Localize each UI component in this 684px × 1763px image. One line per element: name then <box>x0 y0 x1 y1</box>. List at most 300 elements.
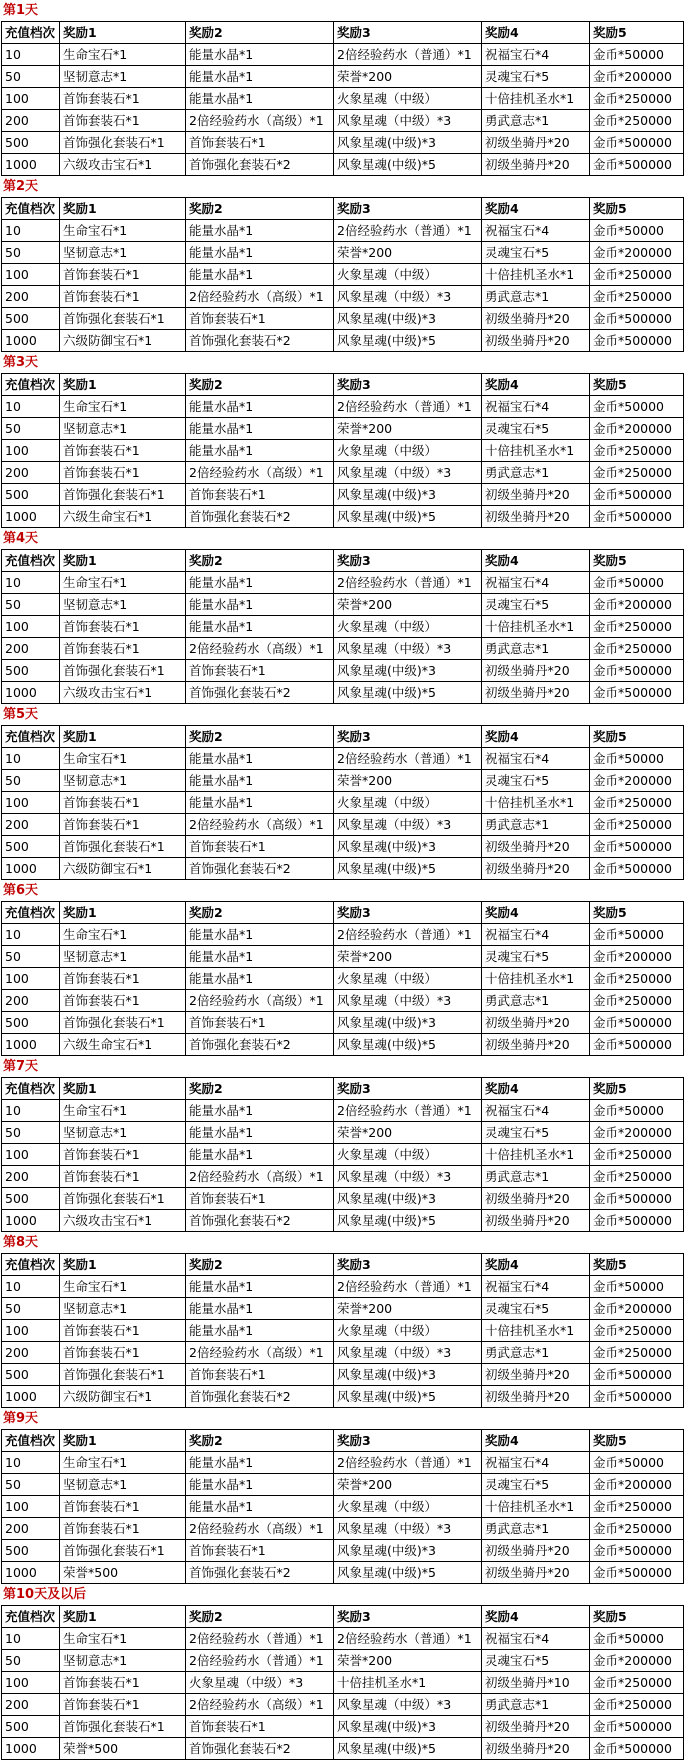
reward-cell: 2倍经验药水（普通）*1 <box>334 1276 482 1298</box>
recharge-tier-cell: 50 <box>2 242 60 264</box>
day-title: 第5天 <box>3 707 39 722</box>
day-section <box>1 352 684 528</box>
reward-cell: 风象星魂(中级)*3 <box>334 1540 482 1562</box>
reward-cell: 六级生命宝石*1 <box>60 506 186 528</box>
table-row <box>2 616 684 638</box>
reward-cell: 祝福宝石*4 <box>482 44 590 66</box>
recharge-tier-cell: 10 <box>2 748 60 770</box>
column-header: 奖励2 <box>186 1606 334 1628</box>
reward-cell: 金币*250000 <box>590 1518 684 1540</box>
table-row <box>2 484 684 506</box>
recharge-tier-cell: 1000 <box>2 858 60 880</box>
reward-cell: 首饰套装石*1 <box>186 1012 334 1034</box>
column-header: 充值档次 <box>2 550 60 572</box>
reward-cell: 金币*250000 <box>590 286 684 308</box>
table-row <box>2 242 684 264</box>
reward-cell: 初级坐骑丹*20 <box>482 1034 590 1056</box>
reward-cell: 风象星魂(中级)*3 <box>334 308 482 330</box>
reward-cell: 坚韧意志*1 <box>60 1650 186 1672</box>
reward-cell: 能量水晶*1 <box>186 44 334 66</box>
reward-cell: 十倍挂机圣水*1 <box>482 1144 590 1166</box>
reward-cell: 荣誉*200 <box>334 946 482 968</box>
table-row <box>2 924 684 946</box>
table-row <box>2 1694 684 1716</box>
reward-cell: 能量水晶*1 <box>186 1276 334 1298</box>
reward-cell: 火象星魂（中级） <box>334 968 482 990</box>
reward-cell: 金币*250000 <box>590 440 684 462</box>
reward-cell: 荣誉*200 <box>334 1122 482 1144</box>
reward-cell: 首饰强化套装石*1 <box>60 132 186 154</box>
reward-cell: 能量水晶*1 <box>186 1474 334 1496</box>
reward-cell: 坚韧意志*1 <box>60 770 186 792</box>
reward-cell: 金币*200000 <box>590 242 684 264</box>
reward-cell: 初级坐骑丹*20 <box>482 1716 590 1738</box>
reward-cell: 首饰套装石*1 <box>60 1496 186 1518</box>
reward-cell: 初级坐骑丹*20 <box>482 1386 590 1408</box>
reward-cell: 首饰强化套装石*1 <box>60 484 186 506</box>
table-row <box>2 1166 684 1188</box>
table-row <box>2 418 684 440</box>
recharge-tier-cell: 10 <box>2 924 60 946</box>
reward-cell: 2倍经验药水（高级）*1 <box>186 990 334 1012</box>
recharge-tier-cell: 500 <box>2 1012 60 1034</box>
recharge-tier-cell: 100 <box>2 440 60 462</box>
reward-cell: 金币*500000 <box>590 132 684 154</box>
recharge-tier-cell: 100 <box>2 1672 60 1694</box>
reward-cell: 能量水晶*1 <box>186 418 334 440</box>
table-row <box>2 330 684 352</box>
column-header: 奖励2 <box>186 22 334 44</box>
column-header: 奖励2 <box>186 902 334 924</box>
recharge-tier-cell: 1000 <box>2 1562 60 1584</box>
table-row <box>2 990 684 1012</box>
table-header-row <box>2 1078 684 1100</box>
reward-cell: 金币*200000 <box>590 946 684 968</box>
reward-table <box>1 549 684 704</box>
table-row <box>2 220 684 242</box>
reward-cell: 金币*50000 <box>590 44 684 66</box>
table-header-row <box>2 726 684 748</box>
reward-cell: 首饰套装石*1 <box>60 1518 186 1540</box>
recharge-tier-cell: 200 <box>2 1518 60 1540</box>
day-title: 第8天 <box>3 1235 39 1250</box>
recharge-tier-cell: 500 <box>2 1540 60 1562</box>
reward-cell: 金币*250000 <box>590 638 684 660</box>
reward-cell: 能量水晶*1 <box>186 220 334 242</box>
table-row <box>2 1122 684 1144</box>
reward-cell: 2倍经验药水（高级）*1 <box>186 814 334 836</box>
reward-cell: 初级坐骑丹*20 <box>482 1738 590 1760</box>
reward-cell: 勇武意志*1 <box>482 990 590 1012</box>
column-header: 奖励4 <box>482 550 590 572</box>
column-header: 奖励4 <box>482 1606 590 1628</box>
reward-cell: 初级坐骑丹*20 <box>482 1364 590 1386</box>
day-title: 第6天 <box>3 883 39 898</box>
day-section <box>1 176 684 352</box>
reward-cell: 能量水晶*1 <box>186 572 334 594</box>
table-row <box>2 1738 684 1760</box>
table-row <box>2 572 684 594</box>
reward-cell: 六级攻击宝石*1 <box>60 682 186 704</box>
recharge-tier-cell: 200 <box>2 814 60 836</box>
column-header: 奖励3 <box>334 1078 482 1100</box>
reward-cell: 能量水晶*1 <box>186 748 334 770</box>
reward-cell: 金币*50000 <box>590 1276 684 1298</box>
day-title: 第4天 <box>3 531 39 546</box>
reward-cell: 首饰强化套装石*2 <box>186 1738 334 1760</box>
reward-cell: 初级坐骑丹*20 <box>482 836 590 858</box>
reward-cell: 能量水晶*1 <box>186 396 334 418</box>
reward-cell: 祝福宝石*4 <box>482 1100 590 1122</box>
table-row <box>2 1562 684 1584</box>
table-row <box>2 1012 684 1034</box>
reward-cell: 金币*500000 <box>590 1034 684 1056</box>
column-header: 充值档次 <box>2 1078 60 1100</box>
reward-cell: 十倍挂机圣水*1 <box>482 616 590 638</box>
table-row <box>2 88 684 110</box>
reward-cell: 金币*250000 <box>590 110 684 132</box>
table-row <box>2 1100 684 1122</box>
reward-cell: 2倍经验药水（高级）*1 <box>186 110 334 132</box>
reward-table <box>1 373 684 528</box>
reward-cell: 生命宝石*1 <box>60 1628 186 1650</box>
reward-cell: 能量水晶*1 <box>186 946 334 968</box>
recharge-tier-cell: 1000 <box>2 1386 60 1408</box>
reward-cell: 首饰套装石*1 <box>60 990 186 1012</box>
recharge-tier-cell: 1000 <box>2 506 60 528</box>
reward-cell: 风象星魂(中级)*3 <box>334 1188 482 1210</box>
reward-cell: 火象星魂（中级） <box>334 440 482 462</box>
table-row <box>2 286 684 308</box>
recharge-tier-cell: 500 <box>2 1716 60 1738</box>
table-header-row <box>2 902 684 924</box>
reward-cell: 勇武意志*1 <box>482 1518 590 1540</box>
reward-cell: 金币*250000 <box>590 1144 684 1166</box>
reward-cell: 勇武意志*1 <box>482 286 590 308</box>
column-header: 奖励3 <box>334 1430 482 1452</box>
reward-cell: 风象星魂(中级)*5 <box>334 1034 482 1056</box>
reward-cell: 2倍经验药水（普通）*1 <box>334 924 482 946</box>
reward-cell: 金币*500000 <box>590 1364 684 1386</box>
reward-cell: 能量水晶*1 <box>186 924 334 946</box>
reward-cell: 首饰强化套装石*1 <box>60 1364 186 1386</box>
reward-cell: 十倍挂机圣水*1 <box>482 968 590 990</box>
reward-cell: 荣誉*200 <box>334 66 482 88</box>
day-section <box>1 1232 684 1408</box>
reward-cell: 首饰套装石*1 <box>60 1342 186 1364</box>
reward-cell: 金币*50000 <box>590 396 684 418</box>
recharge-tier-cell: 1000 <box>2 330 60 352</box>
reward-cell: 风象星魂(中级)*3 <box>334 1364 482 1386</box>
reward-cell: 金币*500000 <box>590 1562 684 1584</box>
reward-cell: 勇武意志*1 <box>482 462 590 484</box>
recharge-tier-cell: 100 <box>2 1320 60 1342</box>
reward-cell: 祝福宝石*4 <box>482 748 590 770</box>
column-header: 充值档次 <box>2 22 60 44</box>
reward-cell: 祝福宝石*4 <box>482 924 590 946</box>
column-header: 奖励1 <box>60 198 186 220</box>
reward-cell: 首饰套装石*1 <box>186 308 334 330</box>
reward-cell: 2倍经验药水（高级）*1 <box>186 1166 334 1188</box>
column-header: 奖励2 <box>186 374 334 396</box>
reward-cell: 金币*250000 <box>590 264 684 286</box>
recharge-tier-cell: 50 <box>2 418 60 440</box>
reward-cell: 能量水晶*1 <box>186 792 334 814</box>
reward-cell: 金币*500000 <box>590 154 684 176</box>
table-row <box>2 836 684 858</box>
reward-cell: 首饰套装石*1 <box>186 1716 334 1738</box>
reward-cell: 金币*250000 <box>590 462 684 484</box>
reward-cell: 金币*500000 <box>590 330 684 352</box>
table-row <box>2 308 684 330</box>
recharge-tier-cell: 50 <box>2 1650 60 1672</box>
table-header-row <box>2 1254 684 1276</box>
recharge-tier-cell: 500 <box>2 308 60 330</box>
recharge-tier-cell: 50 <box>2 1298 60 1320</box>
reward-cell: 首饰强化套装石*1 <box>60 660 186 682</box>
reward-cell: 风象星魂（中级）*3 <box>334 1694 482 1716</box>
reward-cell: 风象星魂（中级）*3 <box>334 110 482 132</box>
table-row <box>2 396 684 418</box>
column-header: 奖励2 <box>186 726 334 748</box>
recharge-tier-cell: 1000 <box>2 1034 60 1056</box>
recharge-tier-cell: 200 <box>2 990 60 1012</box>
table-row <box>2 638 684 660</box>
reward-cell: 风象星魂（中级）*3 <box>334 1518 482 1540</box>
recharge-tier-cell: 100 <box>2 616 60 638</box>
recharge-tier-cell: 1000 <box>2 1210 60 1232</box>
day-title: 第3天 <box>3 355 39 370</box>
table-row <box>2 440 684 462</box>
reward-cell: 金币*500000 <box>590 1738 684 1760</box>
reward-cell: 祝福宝石*4 <box>482 1628 590 1650</box>
table-row <box>2 462 684 484</box>
reward-cell: 六级防御宝石*1 <box>60 1386 186 1408</box>
recharge-tier-cell: 200 <box>2 1166 60 1188</box>
reward-cell: 十倍挂机圣水*1 <box>482 440 590 462</box>
table-header-row <box>2 374 684 396</box>
column-header: 奖励3 <box>334 726 482 748</box>
reward-cell: 金币*250000 <box>590 1694 684 1716</box>
reward-cell: 首饰套装石*1 <box>60 462 186 484</box>
table-row <box>2 1364 684 1386</box>
reward-cell: 首饰套装石*1 <box>186 1188 334 1210</box>
reward-cell: 勇武意志*1 <box>482 1166 590 1188</box>
column-header: 奖励5 <box>590 550 684 572</box>
reward-cell: 金币*500000 <box>590 1188 684 1210</box>
reward-cell: 祝福宝石*4 <box>482 572 590 594</box>
column-header: 奖励4 <box>482 22 590 44</box>
reward-cell: 首饰强化套装石*1 <box>60 1716 186 1738</box>
reward-cell: 金币*200000 <box>590 1650 684 1672</box>
day-section <box>1 1056 684 1232</box>
reward-cell: 金币*500000 <box>590 682 684 704</box>
recharge-tier-cell: 10 <box>2 44 60 66</box>
table-row <box>2 1650 684 1672</box>
reward-cell: 风象星魂(中级)*5 <box>334 1738 482 1760</box>
reward-cell: 风象星魂(中级)*5 <box>334 1386 482 1408</box>
recharge-tier-cell: 50 <box>2 946 60 968</box>
reward-cell: 2倍经验药水（普通）*1 <box>334 748 482 770</box>
reward-cell: 灵魂宝石*5 <box>482 1122 590 1144</box>
day-section <box>1 1408 684 1584</box>
reward-table <box>1 1077 684 1232</box>
reward-cell: 风象星魂（中级）*3 <box>334 990 482 1012</box>
table-row <box>2 748 684 770</box>
reward-cell: 首饰套装石*1 <box>60 110 186 132</box>
reward-cell: 坚韧意志*1 <box>60 1474 186 1496</box>
table-header-row <box>2 198 684 220</box>
reward-cell: 能量水晶*1 <box>186 1320 334 1342</box>
recharge-tier-cell: 10 <box>2 1452 60 1474</box>
reward-cell: 能量水晶*1 <box>186 1122 334 1144</box>
reward-cell: 能量水晶*1 <box>186 440 334 462</box>
reward-cell: 十倍挂机圣水*1 <box>482 1496 590 1518</box>
reward-cell: 火象星魂（中级） <box>334 264 482 286</box>
reward-cell: 2倍经验药水（普通）*1 <box>334 396 482 418</box>
reward-cell: 2倍经验药水（高级）*1 <box>186 638 334 660</box>
column-header: 奖励1 <box>60 374 186 396</box>
reward-cell: 灵魂宝石*5 <box>482 66 590 88</box>
reward-cell: 能量水晶*1 <box>186 594 334 616</box>
table-row <box>2 1716 684 1738</box>
reward-cell: 十倍挂机圣水*1 <box>482 88 590 110</box>
recharge-tier-cell: 100 <box>2 88 60 110</box>
column-header: 奖励3 <box>334 198 482 220</box>
table-row <box>2 594 684 616</box>
reward-cell: 金币*250000 <box>590 1672 684 1694</box>
reward-cell: 风象星魂（中级）*3 <box>334 462 482 484</box>
reward-cell: 初级坐骑丹*20 <box>482 1210 590 1232</box>
reward-cell: 首饰套装石*1 <box>60 792 186 814</box>
reward-cell: 首饰强化套装石*2 <box>186 154 334 176</box>
column-header: 奖励3 <box>334 902 482 924</box>
reward-table <box>1 725 684 880</box>
reward-cell: 金币*500000 <box>590 484 684 506</box>
reward-cell: 金币*500000 <box>590 506 684 528</box>
reward-cell: 2倍经验药水（高级）*1 <box>186 1694 334 1716</box>
reward-cell: 风象星魂(中级)*3 <box>334 660 482 682</box>
reward-cell: 首饰套装石*1 <box>60 1672 186 1694</box>
reward-cell: 首饰强化套装石*2 <box>186 1034 334 1056</box>
column-header: 奖励5 <box>590 198 684 220</box>
column-header: 奖励4 <box>482 374 590 396</box>
reward-cell: 风象星魂(中级)*5 <box>334 506 482 528</box>
reward-cell: 生命宝石*1 <box>60 572 186 594</box>
recharge-tier-cell: 200 <box>2 286 60 308</box>
column-header: 奖励2 <box>186 550 334 572</box>
table-row <box>2 264 684 286</box>
table-row <box>2 506 684 528</box>
reward-table <box>1 21 684 176</box>
reward-cell: 坚韧意志*1 <box>60 66 186 88</box>
reward-cell: 灵魂宝石*5 <box>482 946 590 968</box>
reward-cell: 2倍经验药水（高级）*1 <box>186 1518 334 1540</box>
recharge-tier-cell: 50 <box>2 594 60 616</box>
table-row <box>2 1034 684 1056</box>
reward-cell: 祝福宝石*4 <box>482 1276 590 1298</box>
reward-cell: 风象星魂（中级）*3 <box>334 286 482 308</box>
column-header: 奖励3 <box>334 550 482 572</box>
column-header: 奖励5 <box>590 726 684 748</box>
reward-cell: 生命宝石*1 <box>60 396 186 418</box>
recharge-tier-cell: 500 <box>2 1188 60 1210</box>
reward-cell: 2倍经验药水（普通）*1 <box>334 1628 482 1650</box>
reward-cell: 金币*50000 <box>590 1452 684 1474</box>
reward-cell: 风象星魂（中级）*3 <box>334 814 482 836</box>
reward-cell: 金币*200000 <box>590 1298 684 1320</box>
column-header: 充值档次 <box>2 1430 60 1452</box>
table-row <box>2 66 684 88</box>
reward-cell: 荣誉*500 <box>60 1562 186 1584</box>
reward-cell: 生命宝石*1 <box>60 748 186 770</box>
reward-cell: 勇武意志*1 <box>482 1342 590 1364</box>
table-row <box>2 1628 684 1650</box>
reward-cell: 金币*500000 <box>590 308 684 330</box>
reward-cell: 首饰套装石*1 <box>60 286 186 308</box>
reward-cell: 祝福宝石*4 <box>482 220 590 242</box>
table-row <box>2 154 684 176</box>
recharge-tier-cell: 100 <box>2 968 60 990</box>
reward-cell: 荣誉*500 <box>60 1738 186 1760</box>
reward-cell: 生命宝石*1 <box>60 220 186 242</box>
reward-cell: 勇武意志*1 <box>482 638 590 660</box>
reward-cell: 初级坐骑丹*20 <box>482 660 590 682</box>
reward-cell: 金币*250000 <box>590 1166 684 1188</box>
recharge-tier-cell: 1000 <box>2 154 60 176</box>
reward-cell: 首饰套装石*1 <box>60 814 186 836</box>
day-section <box>1 1584 684 1760</box>
reward-cell: 风象星魂(中级)*5 <box>334 682 482 704</box>
reward-cell: 火象星魂（中级） <box>334 1144 482 1166</box>
recharge-tier-cell: 50 <box>2 1122 60 1144</box>
recharge-tier-cell: 100 <box>2 1496 60 1518</box>
reward-cell: 初级坐骑丹*20 <box>482 1562 590 1584</box>
column-header: 奖励5 <box>590 1078 684 1100</box>
reward-cell: 风象星魂（中级）*3 <box>334 1342 482 1364</box>
table-row <box>2 792 684 814</box>
column-header: 奖励5 <box>590 1430 684 1452</box>
reward-cell: 十倍挂机圣水*1 <box>482 792 590 814</box>
reward-cell: 能量水晶*1 <box>186 264 334 286</box>
reward-cell: 火象星魂（中级） <box>334 88 482 110</box>
reward-cell: 能量水晶*1 <box>186 242 334 264</box>
table-header-row <box>2 1430 684 1452</box>
reward-cell: 初级坐骑丹*20 <box>482 1540 590 1562</box>
day-title: 第9天 <box>3 1411 39 1426</box>
reward-table <box>1 1605 684 1760</box>
reward-cell: 生命宝石*1 <box>60 44 186 66</box>
reward-cell: 荣誉*200 <box>334 1650 482 1672</box>
reward-cell: 风象星魂（中级）*3 <box>334 1166 482 1188</box>
reward-cell: 火象星魂（中级） <box>334 792 482 814</box>
reward-cell: 荣誉*200 <box>334 1474 482 1496</box>
recharge-tier-cell: 10 <box>2 572 60 594</box>
table-header-row <box>2 550 684 572</box>
reward-cell: 坚韧意志*1 <box>60 1122 186 1144</box>
reward-cell: 2倍经验药水（普通）*1 <box>334 572 482 594</box>
column-header: 奖励3 <box>334 374 482 396</box>
recharge-tier-cell: 50 <box>2 66 60 88</box>
column-header: 奖励5 <box>590 1606 684 1628</box>
column-header: 奖励2 <box>186 1254 334 1276</box>
day-title: 第1天 <box>3 3 39 18</box>
column-header: 奖励4 <box>482 726 590 748</box>
table-row <box>2 1144 684 1166</box>
day-title: 第2天 <box>3 179 39 194</box>
reward-cell: 六级防御宝石*1 <box>60 330 186 352</box>
table-row <box>2 110 684 132</box>
